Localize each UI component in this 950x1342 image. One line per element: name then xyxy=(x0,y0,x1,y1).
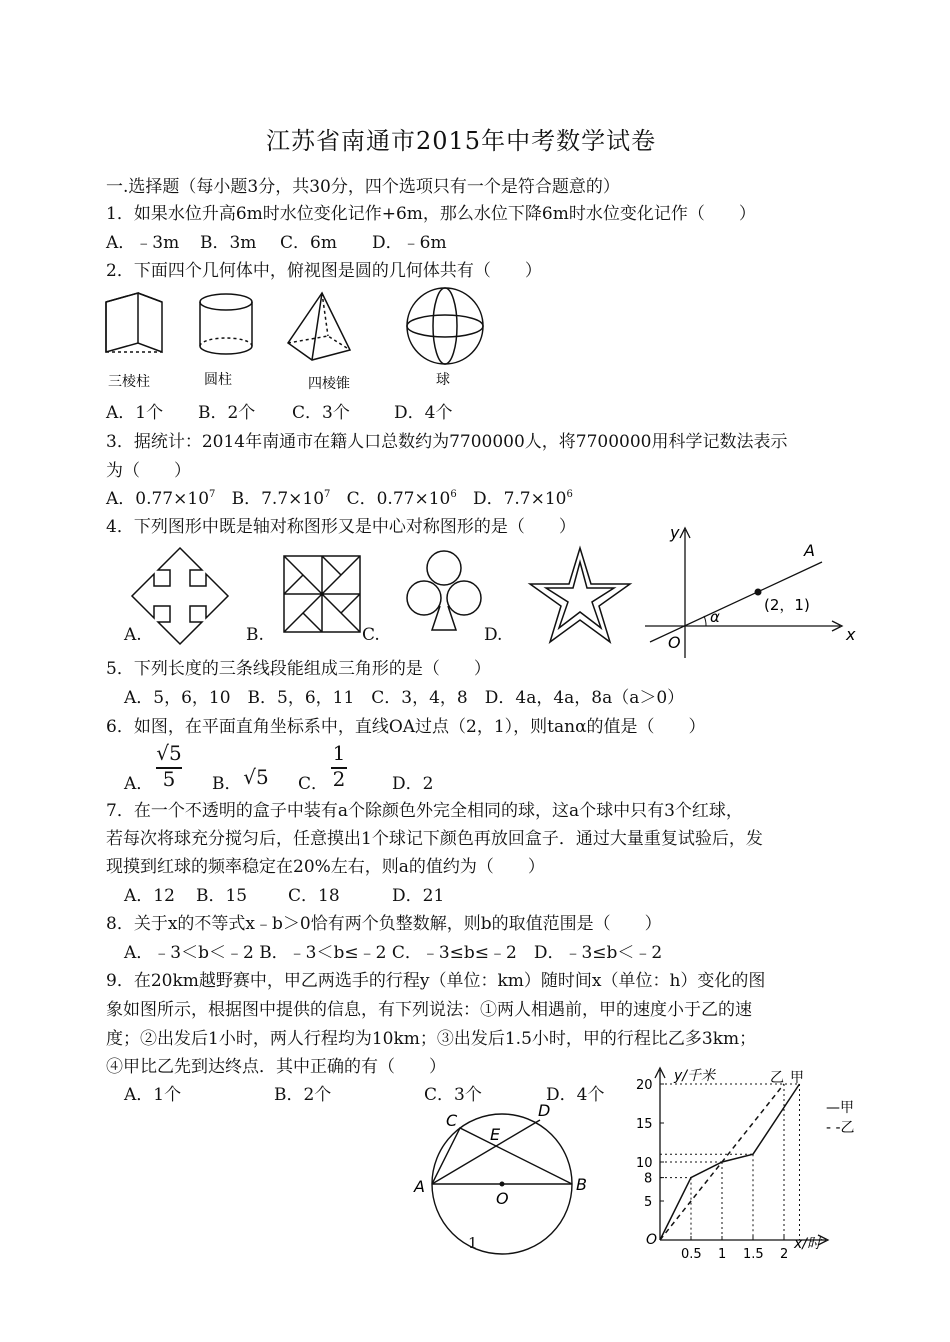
circle-label-o: O xyxy=(496,1189,509,1208)
question-2: 2．下面四个几何体中，俯视图是圆的几何体共有（ ） xyxy=(106,261,542,281)
question-3-line-2: 为（ ） xyxy=(106,461,191,481)
graph-x-label: x xyxy=(846,625,856,644)
legend-jia: —甲 xyxy=(826,1100,854,1116)
q2-option-a: A．1个 xyxy=(106,403,164,423)
graph-point-label: (2，1) xyxy=(764,596,810,614)
q3-option-c: C．$0.77\times 10^6$ xyxy=(346,489,457,509)
q5-options: A．5，6，10 B．5，6，11 C．3，4，8 D．4a，4a，8a（a＞0） xyxy=(124,688,685,708)
x-tick-label: 2 xyxy=(780,1247,789,1262)
series-line-乙 xyxy=(660,1084,784,1240)
legend-yi: - -乙 xyxy=(826,1120,855,1136)
circle-label-b: B xyxy=(576,1175,587,1194)
chart-top-label-yi: 乙 xyxy=(770,1070,784,1086)
circle-label-a: A xyxy=(414,1177,425,1196)
q6-label-a: A． xyxy=(124,774,154,794)
q1-option-a: A．﹣3m xyxy=(106,233,180,253)
graph-a-label: A xyxy=(804,541,815,560)
graph-origin-label: O xyxy=(668,633,681,652)
x-tick-label: 1.5 xyxy=(743,1247,764,1262)
q9-option-d: D．4个 xyxy=(546,1085,605,1105)
q2-option-c: C．3个 xyxy=(292,403,350,423)
question-4: 4．下列图形中既是轴对称图形又是中心对称图形的是（ ） xyxy=(106,517,576,537)
solid-label-sphere: 球 xyxy=(436,372,450,388)
graph-y-label: y xyxy=(670,523,680,542)
q6-b-value: √5 xyxy=(243,765,269,789)
circle-label-e: E xyxy=(490,1125,501,1144)
y-tick-label: 15 xyxy=(636,1117,653,1132)
chart-origin-label: O xyxy=(646,1232,658,1248)
q2-option-d: D．4个 xyxy=(394,403,453,423)
chart-y-label: y/千米 xyxy=(674,1068,716,1084)
q6-a-numerator: √5 xyxy=(156,741,182,765)
q1-option-c: C．6m xyxy=(280,233,337,253)
sphere xyxy=(407,288,483,364)
point-2-1 xyxy=(755,589,762,596)
q8-options: A．﹣3＜b＜﹣2 B．﹣3＜b≤﹣2 C．﹣3≤b≤﹣2 D．﹣3≤b＜﹣2 xyxy=(124,943,663,963)
solid-label-prism: 三棱柱 xyxy=(108,374,150,390)
q6-option-d: D．2 xyxy=(392,774,434,794)
circle-label-d: D xyxy=(538,1101,551,1120)
pinwheel-shape xyxy=(284,556,360,632)
square-pyramid xyxy=(288,293,350,360)
question-6: 6．如图，在平面直角坐标系中，直线OA过点（2，1），则tanα的值是（ ） xyxy=(106,717,706,737)
question-9-line-2: 象如图所示，根据图中提供的信息，有下列说法：①两人相遇前，甲的速度小于乙的速 xyxy=(106,1000,752,1020)
question-5: 5．下列长度的三条线段能组成三角形的是（ ） xyxy=(106,659,491,679)
q7-option-b: B．15 xyxy=(196,886,248,906)
question-3-line-1: 3．据统计：2014年南通市在籍人口总数约为7700000人，将7700000用科学记数法表示 xyxy=(106,432,788,452)
question-9-line-3: 度；②出发后1小时，两人行程均为10km；③出发后1.5小时，甲的行程比乙多3km； xyxy=(106,1029,757,1049)
x-tick-label: 0.5 xyxy=(681,1247,702,1262)
question-7-line-1: 7．在一个不透明的盒子中装有a个除颜色外完全相同的球，这a个球中只有3个红球， xyxy=(106,801,743,821)
q2-option-b: B．2个 xyxy=(198,403,256,423)
distance-time-chart xyxy=(630,1060,870,1260)
center-point xyxy=(500,1182,505,1187)
q6-a-denominator: 5 xyxy=(162,767,176,791)
q7-option-d: D．21 xyxy=(392,886,445,906)
solid-label-pyramid: 四棱锥 xyxy=(308,376,350,392)
q1-option-b: B．3m xyxy=(200,233,257,253)
y-tick-label: 10 xyxy=(636,1156,653,1171)
q4-label-a: A. xyxy=(124,625,142,645)
q4-label-b: B. xyxy=(246,625,264,645)
q6-c-numerator: 1 xyxy=(332,741,346,765)
q3-option-b: B．$7.7\times 10^7$ xyxy=(231,489,331,509)
q7-option-a: A．12 xyxy=(124,886,175,906)
page-title: 江苏省南通市2015年中考数学试卷 xyxy=(266,127,657,155)
q3-option-a: A．$0.77\times 10^7$ xyxy=(106,489,216,509)
section-heading: 一.选择题（每小题3分，共30分，四个选项只有一个是符合题意的） xyxy=(106,177,620,197)
y-tick-label: 5 xyxy=(644,1195,653,1210)
cylinder xyxy=(200,294,252,354)
question-1: 1．如果水位升高6m时水位变化记作+6m，那么水位下降6m时水位变化记作（ ） xyxy=(106,204,756,224)
question-9-line-1: 9．在20km越野赛中，甲乙两选手的行程y（单位：km）随时间x（单位：h）变化的图 xyxy=(106,971,766,991)
q6-label-c: C． xyxy=(298,774,329,794)
question-8: 8．关于x的不等式x﹣b＞0恰有两个负整数解，则b的取值范围是（ ） xyxy=(106,914,662,934)
q9-option-a: A．1个 xyxy=(124,1085,182,1105)
y-tick-label: 20 xyxy=(636,1078,653,1093)
q4-label-c: C. xyxy=(362,625,380,645)
q6-label-b: B． xyxy=(212,774,242,794)
q9-option-c: C．3个 xyxy=(424,1085,482,1105)
chords-ac-cb xyxy=(432,1128,572,1184)
q6-c-denominator: 2 xyxy=(332,767,346,791)
circle-figure xyxy=(410,1100,610,1260)
chart-x-label: x/时 xyxy=(794,1236,822,1252)
q4-label-d: D. xyxy=(484,625,503,645)
triangular-prism xyxy=(106,293,162,352)
page-number: 1 xyxy=(468,1234,478,1252)
q3-options xyxy=(106,488,573,510)
graph-alpha-label: α xyxy=(710,608,720,626)
circle-label-c: C xyxy=(446,1111,458,1130)
four-arrow-shape xyxy=(132,548,228,644)
y-tick-label: 8 xyxy=(644,1171,653,1187)
question-7-line-2: 若每次将球充分搅匀后，任意摸出1个球记下颜色再放回盒子．通过大量重复试验后，发 xyxy=(106,829,763,849)
coordinate-graph xyxy=(640,518,860,668)
solids-figure xyxy=(100,288,500,398)
q7-option-c: C．18 xyxy=(288,886,340,906)
question-9-line-4: ④甲比乙先到达终点．其中正确的有（ ） xyxy=(106,1057,446,1077)
club-shape xyxy=(407,551,481,630)
q1-option-d: D．﹣6m xyxy=(372,233,447,253)
star-shape xyxy=(530,548,630,642)
chart-top-label-jia: 甲 xyxy=(790,1070,804,1086)
x-tick-label: 1 xyxy=(718,1247,727,1262)
solid-label-cylinder: 圆柱 xyxy=(204,372,232,388)
q3-option-d: D．$7.7\times 10^6$ xyxy=(472,489,573,509)
q9-option-b: B．2个 xyxy=(274,1085,332,1105)
question-7-line-3: 现摸到红球的频率稳定在20%左右，则a的值约为（ ） xyxy=(106,857,545,877)
